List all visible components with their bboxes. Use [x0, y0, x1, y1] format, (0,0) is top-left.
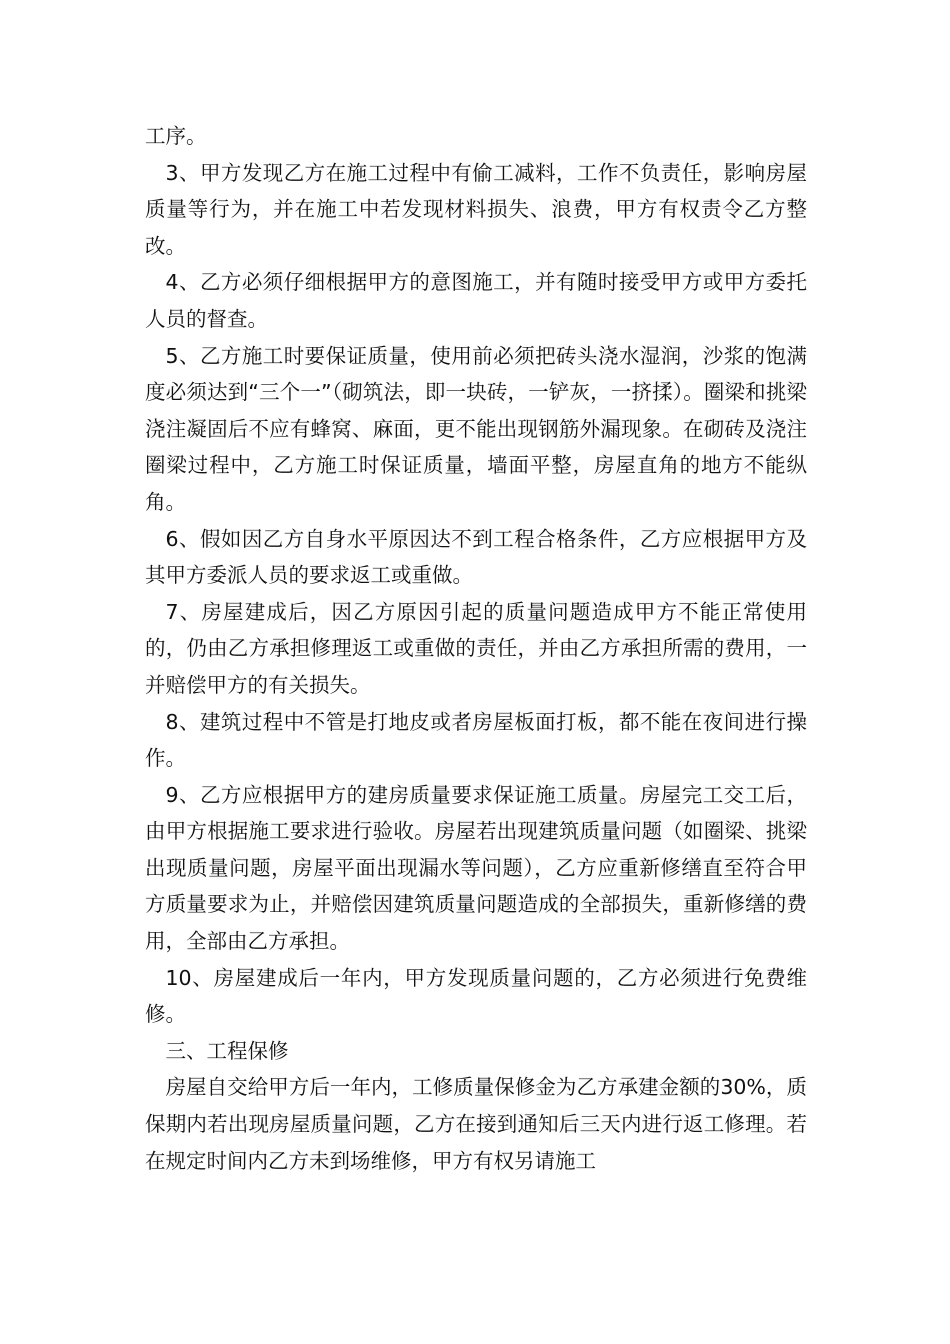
paragraph-clause-6: 6、假如因乙方自身水平原因达不到工程合格条件，乙方应根据甲方及其甲方委派人员的要求返工或重做。: [145, 526, 807, 588]
paragraph-continuation: 工序。: [145, 124, 207, 148]
paragraph-warranty: 房屋自交给甲方后一年内，工修质量保修金为乙方承建金额的30%，质保期内若出现房屋质量问题，乙方在接到通知后三天内进行返工修理。若在规定时间内乙方未到场维修，甲方有权另请施工: [145, 1075, 807, 1173]
document-body: [145, 118, 807, 1179]
paragraph-clause-9: 9、乙方应根据甲方的建房质量要求保证施工质量。房屋完工交工后，由甲方根据施工要求进行验收。房屋若出现建筑质量问题（如圈梁、挑梁出现质量问题，房屋平面出现漏水等问题），乙方应重新修缮直至符合甲方质量要求为止，并赔偿因建筑质量问题造成的全部损失，重新修缮的费用，全部由乙方承担。: [145, 782, 807, 954]
paragraph-clause-3: 3、甲方发现乙方在施工过程中有偷工减料，工作不负责任，影响房屋质量等行为，并在施工中若发现材料损失、浪费，甲方有权责令乙方整改。: [145, 160, 807, 258]
paragraph-clause-10: 10、房屋建成后一年内，甲方发现质量问题的，乙方必须进行免费维修。: [145, 965, 807, 1027]
paragraph-clause-5: 5、乙方施工时要保证质量，使用前必须把砖头浇水湿润，沙浆的饱满度必须达到“三个一”（砌筑法，即一块砖，一铲灰，一挤揉）。圈梁和挑梁浇注凝固后不应有蜂窝、麻面，更不能出现钢筋外漏现象。在砌砖及浇注圈梁过程中，乙方施工时保证质量，墙面平整，房屋直角的地方不能纵角。: [145, 343, 807, 514]
paragraph-clause-7: 7、房屋建成后，因乙方原因引起的质量问题造成甲方不能正常使用的，仍由乙方承担修理返工或重做的责任，并由乙方承担所需的费用，一并赔偿甲方的有关损失。: [145, 599, 807, 697]
paragraph-clause-4: 4、乙方必须仔细根据甲方的意图施工，并有随时接受甲方或甲方委托人员的督查。: [145, 270, 807, 331]
paragraph-clause-8: 8、建筑过程中不管是打地皮或者房屋板面打板，都不能在夜间进行操作。: [145, 709, 807, 771]
section-heading-warranty: 三、工程保修: [165, 1038, 289, 1063]
